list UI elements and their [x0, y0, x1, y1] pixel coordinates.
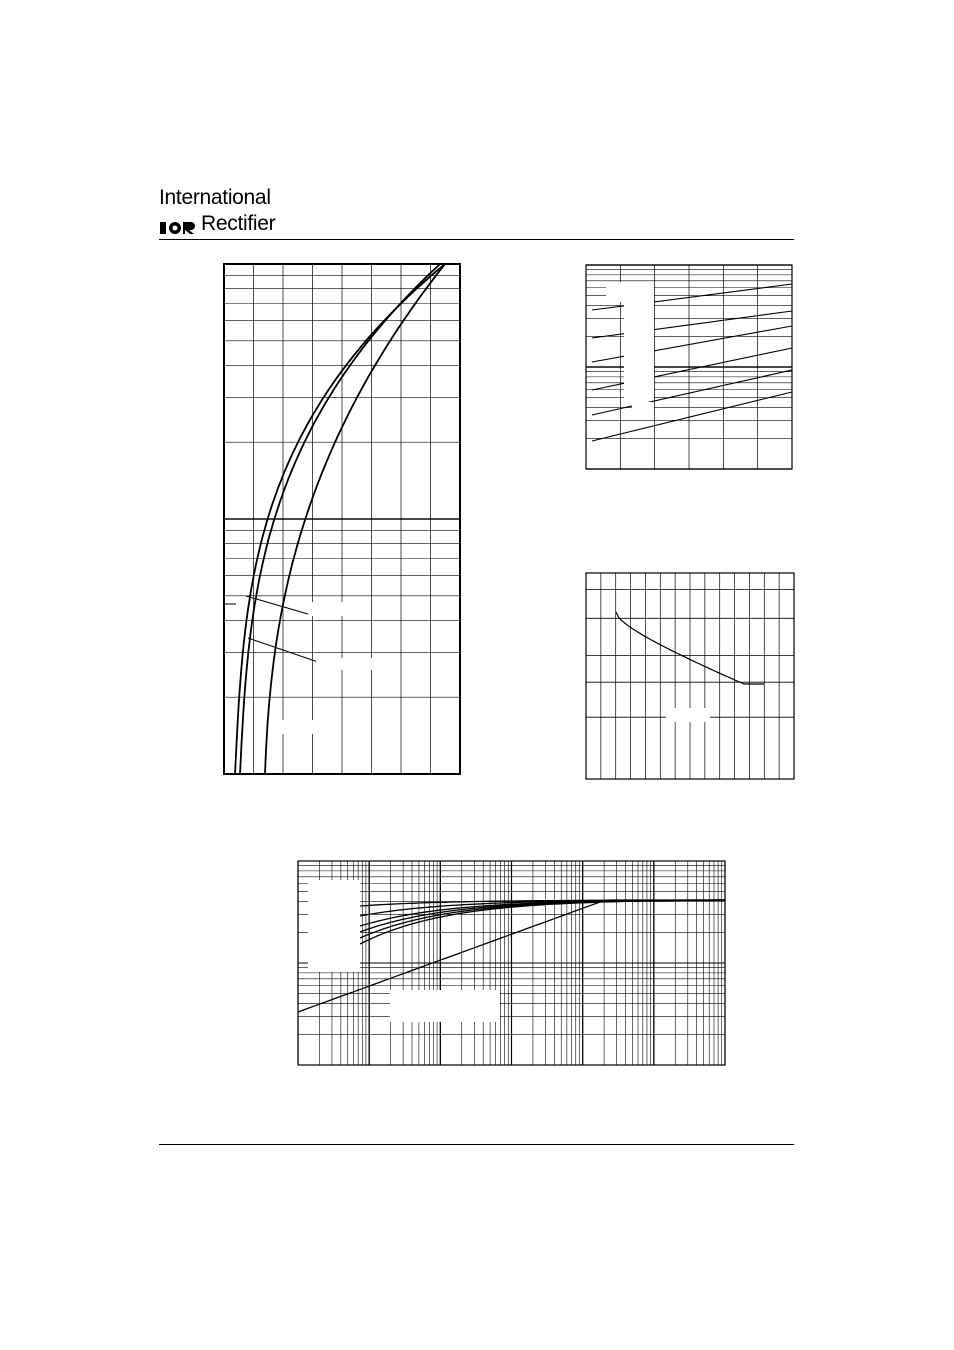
label-box — [606, 282, 654, 302]
series-line — [360, 900, 725, 944]
label-box — [666, 708, 710, 722]
label-box — [316, 658, 376, 670]
chart-bottom — [298, 861, 725, 1065]
brand-name-rectifier: Rectifier — [201, 212, 276, 235]
label-box — [390, 990, 500, 1022]
brand-name-international: International — [159, 186, 271, 209]
label-box — [632, 402, 654, 420]
series-line — [592, 326, 792, 362]
label-box — [308, 880, 360, 972]
chart-top-right — [586, 265, 792, 469]
label-box — [308, 602, 370, 616]
label-box — [624, 300, 654, 400]
series-line — [592, 348, 792, 390]
series-line — [592, 311, 792, 338]
chart-mid-right — [586, 573, 794, 779]
label-box — [280, 720, 334, 734]
chart-top-left — [224, 264, 460, 774]
series-line — [592, 392, 792, 441]
